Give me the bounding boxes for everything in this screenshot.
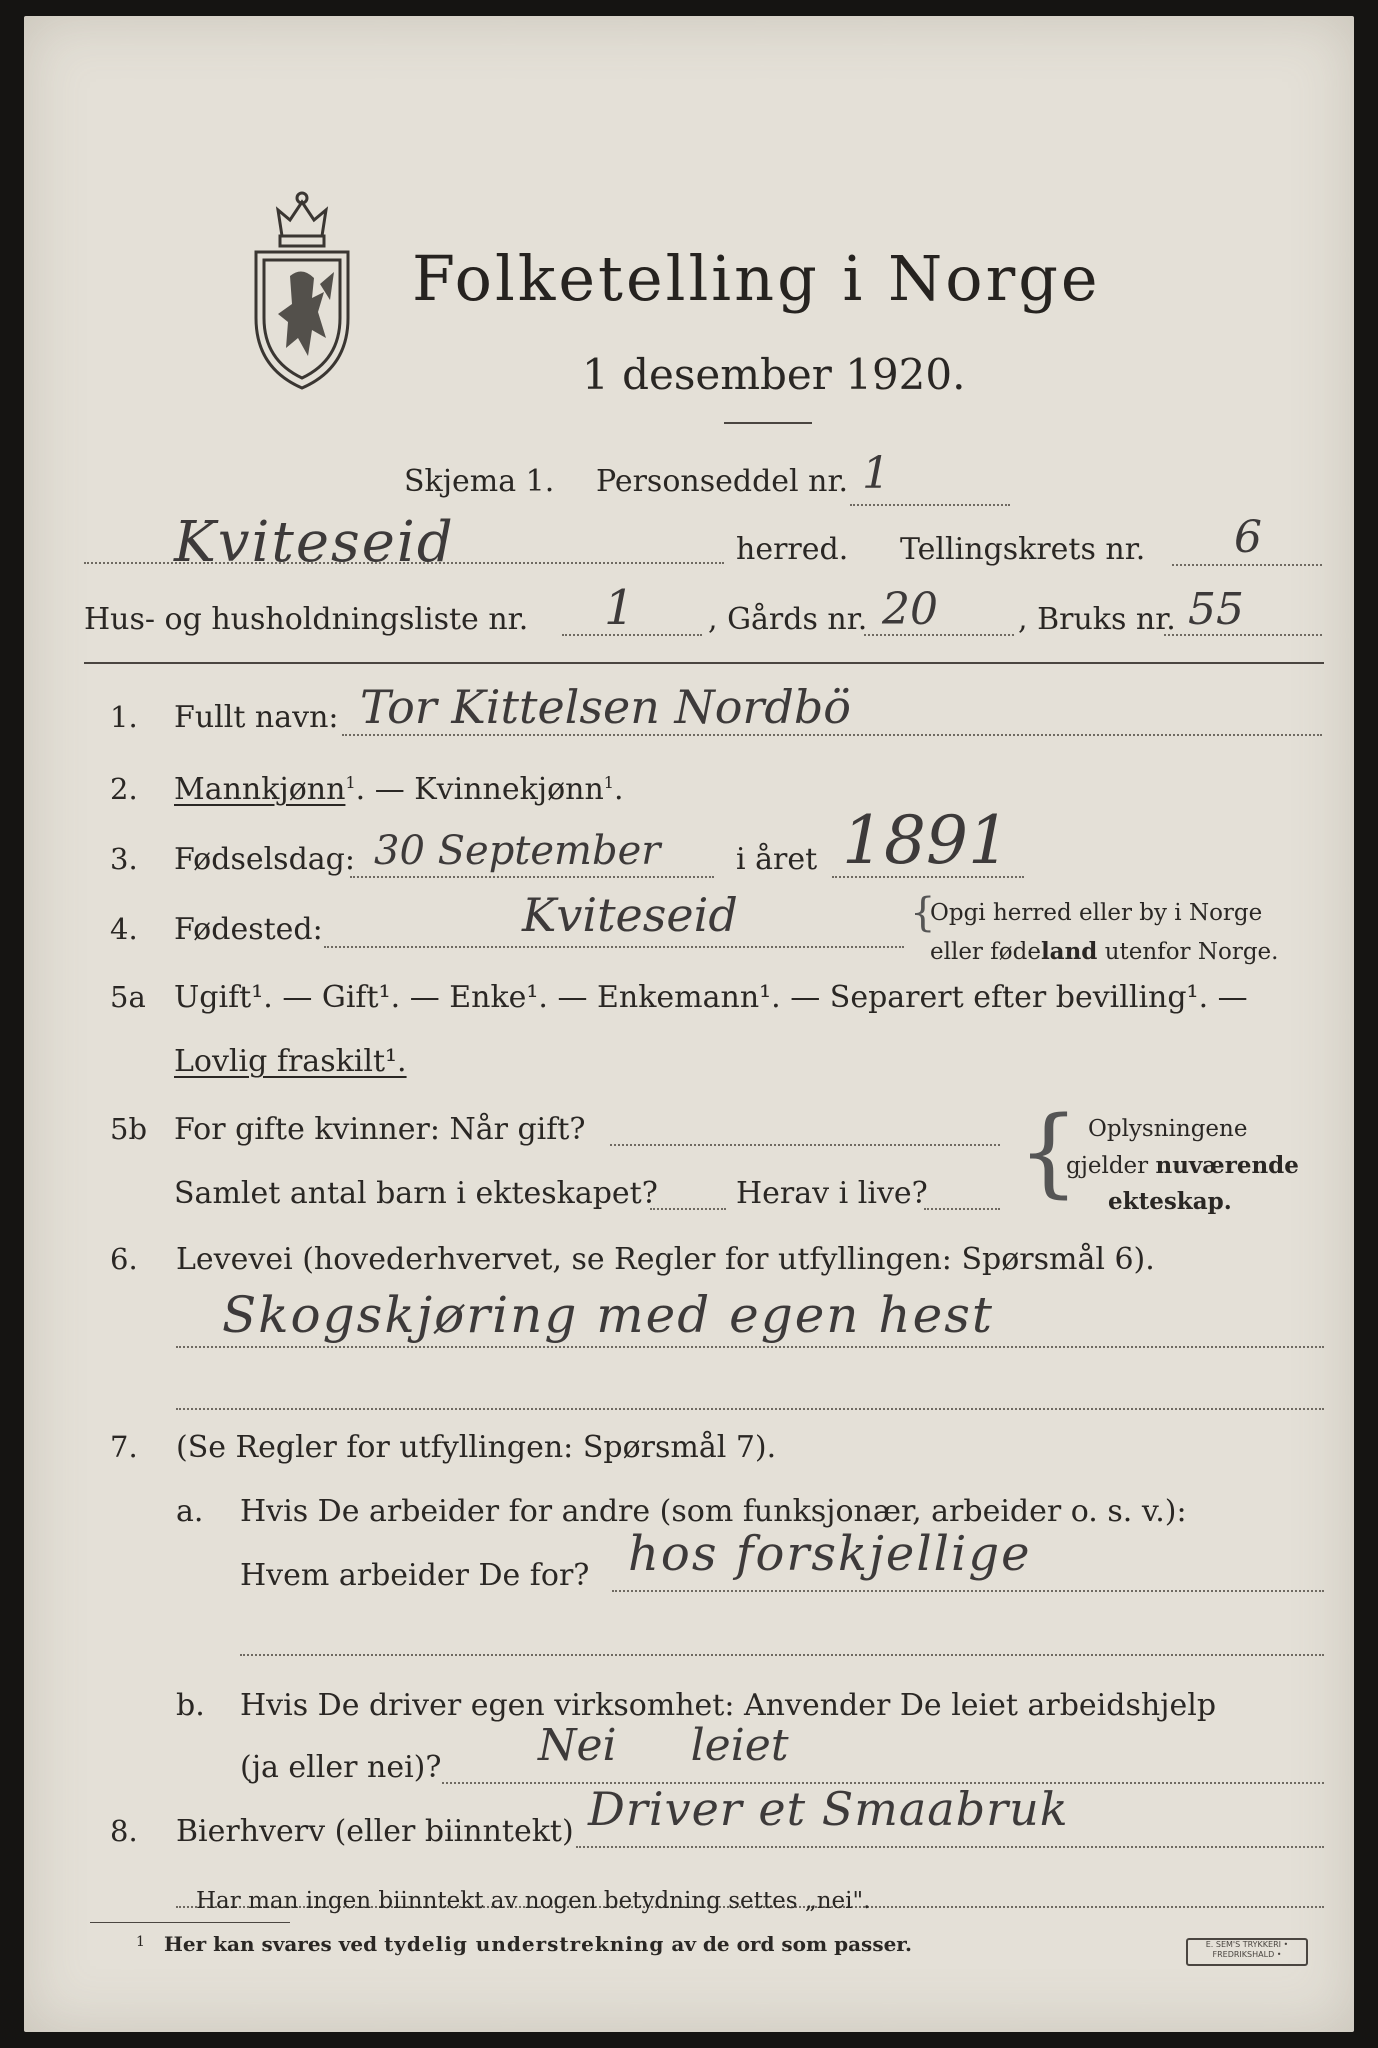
birth-year-value[interactable]: 1891 (842, 802, 1010, 879)
q4-note-part3: utenfor Norge. (1097, 939, 1279, 965)
q4-note-line2 (930, 938, 1278, 965)
q4-note-line1: Opgi herred eller by i Norge (930, 900, 1263, 926)
q7a-line (612, 1590, 1324, 1592)
q7b-line2: (ja eller nei)? (240, 1750, 442, 1785)
male-option[interactable]: Mannkjønn (174, 772, 346, 807)
side-income-value[interactable]: Driver et Smaabruk (588, 1782, 1069, 1836)
q5b-children-line (650, 1208, 726, 1210)
birthday-value[interactable]: 30 September (374, 828, 661, 874)
q2-number: 2. (110, 772, 138, 806)
q6-label: Levevei (hovederhvervet, se Regler for utfyllingen: Spørsmål 6). (176, 1242, 1155, 1277)
tellingskrets-label: Tellingskrets nr. (900, 532, 1146, 567)
bruks-value[interactable]: 55 (1188, 584, 1244, 635)
norwegian-coat-of-arms-icon (242, 188, 362, 398)
q7a-extra-line (240, 1654, 1324, 1656)
q2-sup-female: 1 (603, 773, 614, 792)
q1-line (342, 734, 1322, 736)
q5a-number: 5a (110, 980, 146, 1014)
header-divider (84, 662, 1324, 664)
footnote-divider (90, 1922, 290, 1923)
tellingskrets-value[interactable]: 6 (1234, 512, 1262, 563)
q2-end: . (613, 772, 624, 807)
husliste-value[interactable]: 1 (604, 580, 635, 636)
q8-number: 8. (110, 1814, 138, 1848)
footnote-part1: Her kan svares ved (164, 1932, 385, 1956)
q7b-line1: Hvis De driver egen virksomhet: Anvender De leiet arbeidshjelp (240, 1688, 1217, 1723)
q1-label: Fullt navn: (174, 700, 339, 735)
q4-number: 4. (110, 912, 138, 946)
q5b-alive-label: Herav i live? (736, 1176, 928, 1211)
q7a-line1: Hvis De arbeider for andre (som funksjonær, arbeider o. s. v.): (240, 1494, 1187, 1529)
husliste-label: Hus- og husholdningsliste nr. (84, 602, 529, 637)
q4-line (324, 946, 904, 948)
personseddel-value[interactable]: 1 (862, 448, 890, 499)
q5b-note-line2 (1066, 1152, 1299, 1179)
q7a-line2: Hvem arbeider De for? (240, 1558, 590, 1593)
birthplace-value[interactable]: Kviteseid (522, 888, 738, 942)
tellingskrets-line (1172, 564, 1322, 566)
marital-status-options[interactable]: Ugift¹. — Gift¹. — Enke¹. — Enkemann¹. — Separert efter bevilling¹. — (174, 980, 1248, 1015)
q4-note-bold: land (1040, 938, 1098, 965)
q6-line2 (176, 1408, 1324, 1410)
q5b-married-line (610, 1144, 1000, 1146)
q7a-letter: a. (176, 1494, 204, 1529)
q5b-married-label: For gifte kvinner: Når gift? (174, 1112, 586, 1147)
personseddel-label: Personseddel nr. (596, 464, 849, 499)
q3-birthday-line (350, 876, 714, 878)
q5b-number: 5b (110, 1112, 148, 1146)
personseddel-line (850, 504, 1010, 506)
footnote-text (164, 1932, 912, 1956)
q7b-letter: b. (176, 1688, 205, 1723)
female-option[interactable]: Kvinnekjønn (414, 772, 604, 807)
q8-label: Bierhverv (eller biinntekt) (176, 1814, 574, 1849)
q4-brace: { (910, 890, 936, 936)
census-date: 1 desember 1920. (582, 350, 966, 399)
q2-separator: . — (355, 772, 415, 807)
gards-value[interactable]: 20 (882, 584, 938, 635)
printer-stamp: E. SEM'S TRYKKERI • FREDRIKSHALD • (1186, 1938, 1308, 1966)
q5b-note-line3: ekteskap. (1108, 1188, 1232, 1215)
form-title: Folketelling i Norge (412, 242, 1101, 315)
q5b-children-label: Samlet antal barn i ekteskapet? (174, 1176, 658, 1211)
employer-value[interactable]: hos forskjellige (628, 1526, 1032, 1582)
census-form-page (24, 16, 1354, 2032)
q1-number: 1. (110, 700, 138, 734)
q4-label: Fødested: (174, 912, 323, 947)
herred-line (84, 562, 724, 564)
q5b-note-line1: Oplysningene (1088, 1116, 1248, 1142)
footnote-mark: 1 (136, 1934, 145, 1950)
q6-line1 (176, 1346, 1324, 1348)
occupation-value[interactable]: Skogskjøring med egen hest (222, 1286, 994, 1344)
q7-label: (Se Regler for utfyllingen: Spørsmål 7). (176, 1430, 777, 1465)
q6-number: 6. (110, 1242, 138, 1276)
marital-status-divorced[interactable]: Lovlig fraskilt¹. (174, 1044, 407, 1079)
skjema-label: Skjema 1. (404, 464, 555, 499)
hired-help-value[interactable]: Nei leiet (538, 1720, 789, 1771)
herred-value[interactable]: Kviteseid (174, 510, 455, 575)
q5b-brace: { (1018, 1096, 1080, 1208)
footnote-part3: av de ord som passer. (664, 1932, 912, 1956)
q4-note-part1: eller føde (930, 939, 1041, 965)
q2-options (174, 772, 624, 807)
biinntekt-note: Har man ingen biinntekt av nogen betydning settes „nei". (196, 1888, 871, 1914)
q3-year-label: i året (736, 842, 818, 877)
herred-label: herred. (736, 532, 849, 567)
q5b-note-part1: gjelder (1066, 1153, 1156, 1179)
q7-number: 7. (110, 1430, 138, 1464)
q5b-note-bold: nuværende (1155, 1152, 1299, 1179)
bruks-label: , Bruks nr. (1018, 602, 1176, 637)
footnote-part2: tydelig understrekning (384, 1932, 665, 1956)
q2-sup-male: 1 (345, 773, 356, 792)
gards-label: , Gårds nr. (708, 602, 868, 637)
q3-number: 3. (110, 842, 138, 876)
q8-line1 (576, 1846, 1324, 1848)
title-divider (724, 422, 812, 424)
full-name-value[interactable]: Tor Kittelsen Nordbö (360, 680, 851, 734)
q3-label: Fødselsdag: (174, 842, 355, 877)
q5b-alive-line (924, 1208, 1000, 1210)
